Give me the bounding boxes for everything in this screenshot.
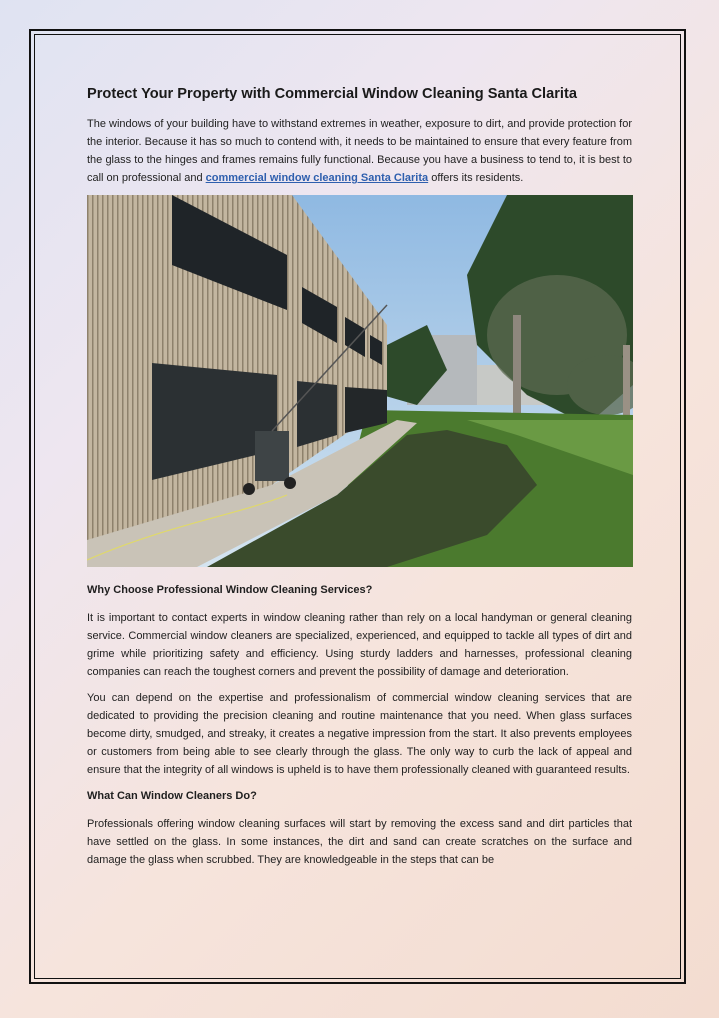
section-heading-what-can: What Can Window Cleaners Do?: [87, 790, 257, 802]
section2-paragraph-1: Professionals offering window cleaning surfaces will start by removing the excess sand and dirt particles that have settled on the glass. In some instances, the dirt and sand can create scratches on the surface and damage the glass when scrubbed. They are knowledgeable in the steps that can be: [87, 818, 632, 866]
intro-paragraph: [87, 115, 632, 187]
intro-text-after: offers its residents.: [428, 172, 524, 184]
section-heading-why-choose: Why Choose Professional Window Cleaning Services?: [87, 584, 373, 596]
section1-paragraph-2: You can depend on the expertise and professionalism of commercial window cleaning services that are dedicated to providing the precision cleaning and routine maintenance that you need. When glass surfaces become dirty, smudged, and streaky, it creates a negative impression from the start. It also prevents employees or customers from being able to see clearly through the glass. The only way to curb the lack of appeal and ensure that the integrity of all windows is upheld is to have them professionally cleaned with guaranteed results.: [87, 692, 632, 776]
article-title: Protect Your Property with Commercial Window Cleaning Santa Clarita: [87, 86, 577, 102]
article: [87, 86, 632, 877]
commercial-window-cleaning-link[interactable]: commercial window cleaning Santa Clarita: [205, 172, 429, 184]
intro-text-before: The windows of your building have to withstand extremes in weather, exposure to dirt, and provide protection for the interior. Because it has so much to contend with, it needs to be maintained to ensure that every feature from the glass to the hinges and frames remains fully functional. Because you have a business to tend to, it is best to call on professional and: [87, 118, 632, 184]
section1-paragraph-1: It is important to contact experts in window cleaning rather than rely on a local handyman or general cleaning service. Commercial window cleaners are specialized, experienced, and equipped to tackle all types of dirt and grime while prioritizing safety and efficiency. Using sturdy ladders and harnesses, professional cleaning companies can reach the toughest corners and prevent the possibility of damage and deterioration.: [87, 612, 632, 678]
building-photo: [87, 195, 633, 567]
